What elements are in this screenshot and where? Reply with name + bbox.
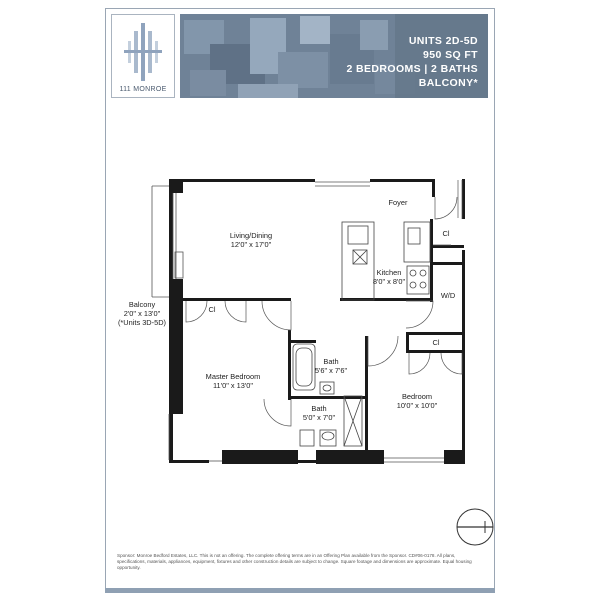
room-bath2-name: Bath <box>311 404 327 413</box>
compass-icon <box>457 509 493 545</box>
room-balcony-name: Balcony <box>128 300 156 309</box>
room-bath1-name: Bath <box>323 357 339 366</box>
room-master-dim: 11'0" x 13'0" <box>213 381 253 390</box>
room-living-name: Living/Dining <box>229 231 273 240</box>
closet-foyer: Cl <box>442 229 450 238</box>
room-master-name: Master Bedroom <box>205 372 261 381</box>
room-balcony-dim: 2'0" x 13'0" <box>123 309 161 318</box>
unit-extra: BALCONY* <box>418 77 478 89</box>
unit-rooms: 2 BEDROOMS | 2 BATHS <box>346 63 478 75</box>
logo-text: 111 MONROE <box>119 86 167 93</box>
room-bath1-dim: 5'6" x 7'6" <box>314 366 348 375</box>
disclaimer: Sponsor: Monroe Bedford Estates, LLC. This is not an offering. The complete offering terms are in an Offering Plan available from the Sponsor. CD#06-0178. All plans, specifications, materials, appliances, equipment, fixtures and other construction details are subject to change. Square footage and dimensions are approximate. Equal housing opportunity. <box>117 553 472 570</box>
unit-range: UNITS 2D-5D <box>408 35 478 47</box>
unit-size: 950 SQ FT <box>423 49 478 61</box>
room-wd: W/D <box>440 291 456 300</box>
closet-master: Cl <box>208 305 216 314</box>
kitchen-fixtures <box>342 222 430 300</box>
room-balcony-note: (*Units 3D-5D) <box>117 318 167 327</box>
room-kitchen-name: Kitchen <box>376 268 402 277</box>
room-foyer: Foyer <box>388 198 408 207</box>
room-bath2-dim: 5'0" x 7'0" <box>302 413 336 422</box>
wall-corner-nw <box>169 179 183 193</box>
room-living-dim: 12'0" x 17'0" <box>230 240 272 249</box>
closet-bedroom: Cl <box>432 338 440 347</box>
bottom-bar <box>105 588 495 593</box>
room-bedroom-dim: 10'0" x 10'0" <box>396 401 438 410</box>
room-kitchen-dim: 8'0" x 8'0" <box>372 277 406 286</box>
room-bedroom-name: Bedroom <box>402 392 432 401</box>
